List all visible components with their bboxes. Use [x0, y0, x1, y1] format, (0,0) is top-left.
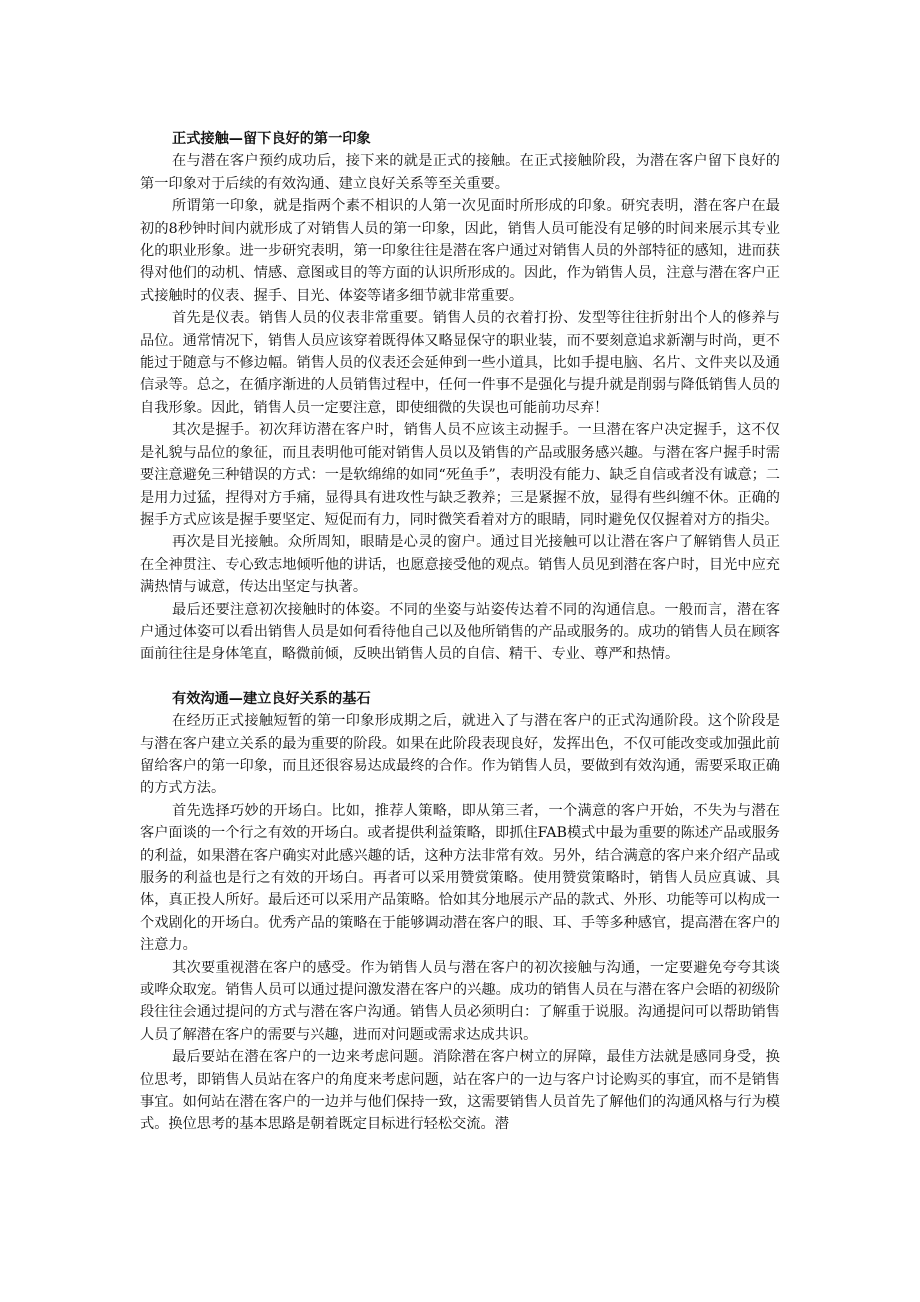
section-effective-communication: [140, 688, 780, 1136]
paragraph: 首先选择巧妙的开场白。比如，推荐人策略，即从第三者，一个满意的客户开始，不失为与潜在客户面谈的一个行之有效的开场白。或者提供利益策略，即抓住FAB模式中最为重要的陈述产品或服务的利益，如果潜在客户确实对此感兴趣的话，这种方法非常有效。另外，结合满意的客户来介绍产品或服务的利益也是行之有效的开场白。再者可以采用赞赏策略。使用赞赏策略时，销售人员应真诚、具体，真正投人所好。最后还可以采用产品策略。恰如其分地展示产品的款式、外形、功能等可以构成一个戏剧化的开场白。优秀产品的策略在于能够调动潜在客户的眼、耳、手等多种感官，提高潜在客户的注意力。: [140, 802, 780, 954]
paragraph: 最后要站在潜在客户的一边来考虑问题。消除潜在客户树立的屏障，最佳方法就是感同身受，换位思考，即销售人员站在客户的角度来考虑问题，站在客户的一边与客户讨论购买的事宜，而不是销售事宜。如何站在潜在客户的一边并与他们保持一致，这需要销售人员首先了解他们的沟通风格与行为模式。换位思考的基本思路是朝着既定目标进行轻松交流。潜: [140, 1049, 780, 1133]
paragraph: 在与潜在客户预约成功后，接下来的就是正式的接触。在正式接触阶段，为潜在客户留下良好的第一印象对于后续的有效沟通、建立良好关系等至关重要。: [140, 153, 780, 192]
document-page: [140, 128, 780, 1136]
paragraph: 最后还要注意初次接触时的体姿。不同的坐姿与站姿传达着不同的沟通信息。一般而言，潜在客户通过体姿可以看出销售人员是如何看待他自己以及他所销售的产品或服务的。成功的销售人员在顾客面前往往是身体笔直，略微前倾，反映出销售人员的自信、精干、专业、尊严和热情。: [140, 601, 780, 663]
paragraph: 首先是仪表。销售人员的仪表非常重要。销售人员的衣着打扮、发型等往往折射出个人的修养与品位。通常情况下，销售人员应该穿着既得体又略显保守的职业装，而不要刻意追求新潮与时尚，更不能过于随意与不修边幅。销售人员的仪表还会延伸到一些小道具，比如手提电脑、名片、文件夹以及通信录等。总之，在循序渐进的人员销售过程中，任何一件事不是强化与提升就是削弱与降低销售人员的自我形象。因此，销售人员一定要注意，即使细微的失误也可能前功尽弃！: [140, 310, 780, 416]
section-first-impression: [140, 128, 780, 666]
paragraph: 所谓第一印象，就是指两个素不相识的人第一次见面时所形成的印象。研究表明，潜在客户在最初的8秒钟时间内就形成了对销售人员的第一印象，因此，销售人员可能没有足够的时间来展示其专业化的职业形象。进一步研究表明，第一印象往往是潜在客户通过对销售人员的外部特征的感知，进而获得对他们的动机、情感、意图或目的等方面的认识所形成的。因此，作为销售人员，注意与潜在客户正式接触时的仪表、握手、目光、体姿等诸多细节就非常重要。: [140, 198, 780, 304]
section-heading: 有效沟通—建立良好关系的基石: [172, 690, 371, 707]
paragraph: 在经历正式接触短暂的第一印象形成期之后，就进入了与潜在客户的正式沟通阶段。这个阶段是与潜在客户建立关系的最为重要的阶段。如果在此阶段表现良好，发挥出色，不仅可能改变或加强此前留给客户的第一印象，而且还很容易达成最终的合作。作为销售人员，要做到有效沟通，需要采取正确的方式方法。: [140, 713, 780, 797]
section-heading: 正式接触—留下良好的第一印象: [172, 131, 371, 147]
section-spacer: [140, 666, 780, 688]
paragraph: 再次是目光接触。众所周知，眼睛是心灵的窗户。通过目光接触可以让潜在客户了解销售人员正在全神贯注、专心致志地倾听他的讲话，也愿意接受他的观点。销售人员见到潜在客户时，目光中应充满热情与诚意，传达出坚定与执著。: [140, 534, 780, 596]
paragraph: 其次要重视潜在客户的感受。作为销售人员与潜在客户的初次接触与沟通，一定要避免夸夸其谈或哗众取宠。销售人员可以通过提问激发潜在客户的兴趣。成功的销售人员在与潜在客户会晤的初级阶段往往会通过提问的方式与潜在客户沟通。销售人员必须明白：了解重于说服。沟通提问可以帮助销售人员了解潜在客户的需要与兴趣，进而对问题或需求达成共识。: [140, 959, 780, 1043]
paragraph: 其次是握手。初次拜访潜在客户时，销售人员不应该主动握手。一旦潜在客户决定握手，这不仅是礼貌与品位的象征，而且表明他可能对销售人员以及销售的产品或服务感兴趣。与潜在客户握手时需要注意避免三种错误的方式：一是软绵绵的如同“死鱼手”，表明没有能力、缺乏自信或者没有诚意；二是用力过猛，捏得对方手痛，显得具有进攻性与缺乏教养；三是紧握不放，显得有些纠缠不休。正确的握手方式应该是握手要坚定、短促而有力，同时微笑看着对方的眼睛，同时避免仅仅握着对方的指尖。: [140, 422, 780, 528]
